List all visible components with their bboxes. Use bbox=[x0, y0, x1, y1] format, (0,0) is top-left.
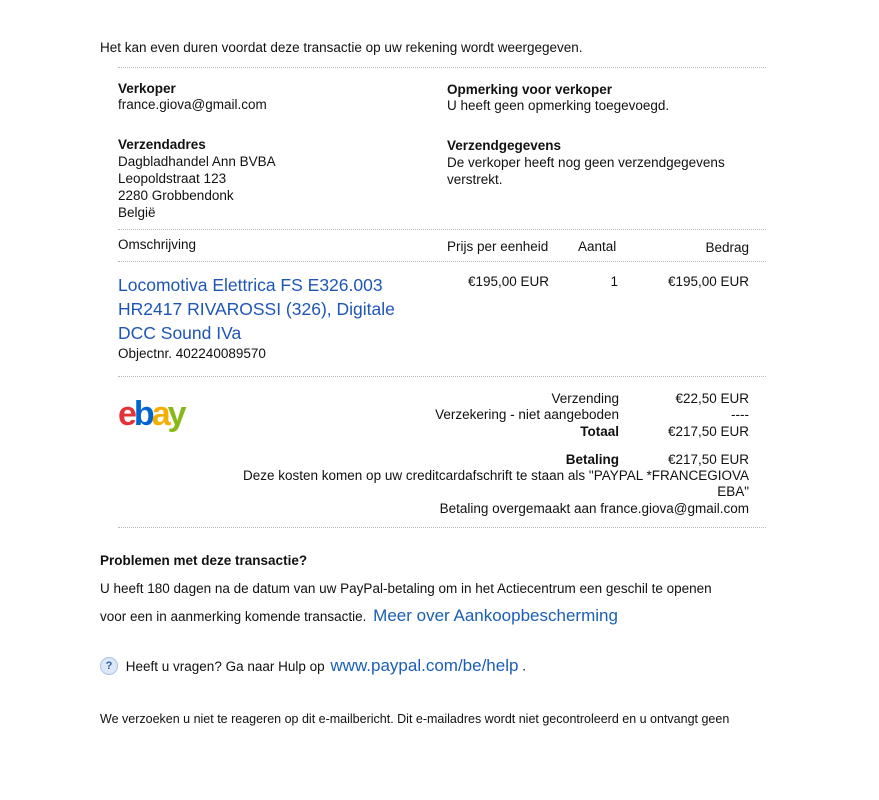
divider bbox=[118, 527, 766, 528]
shipping-address-heading: Verzendadres bbox=[118, 137, 206, 152]
logo-letter: e bbox=[118, 395, 134, 433]
problems-text: U heeft 180 dagen na de datum van uw PayPal-betaling om in het Actiecentrum een geschil te openen bbox=[100, 581, 712, 596]
header-unit-price: Prijs per eenheid bbox=[447, 239, 549, 254]
header-description: Omschrijving bbox=[118, 237, 197, 252]
divider bbox=[118, 376, 766, 377]
shipping-details-heading: Verzendgegevens bbox=[447, 138, 562, 153]
object-number: Objectnr. 402240089570 bbox=[118, 346, 266, 361]
logo-letter: b bbox=[133, 395, 152, 433]
item-title-line[interactable]: HR2417 RIVAROSSI (326), Digitale bbox=[118, 299, 395, 319]
shipping-details-line: De verkoper heeft nog geen verzendgegevens bbox=[447, 155, 725, 170]
shipping-details bbox=[447, 154, 725, 188]
shipping-details-line: verstrekt. bbox=[447, 172, 503, 187]
address-line: Leopoldstraat 123 bbox=[118, 171, 227, 186]
help-text: Heeft u vragen? Ga naar Hulp op bbox=[125, 658, 325, 674]
problems-heading: Problemen met deze transactie? bbox=[100, 553, 308, 568]
problems-text: voor een in aanmerking komende transactie. bbox=[100, 609, 367, 624]
seller-heading: Verkoper bbox=[118, 81, 176, 96]
item-unit-price: €195,00 EUR bbox=[468, 274, 550, 289]
address-line: 2280 Grobbendonk bbox=[118, 188, 234, 203]
address-line: België bbox=[118, 205, 156, 220]
help-suffix: . bbox=[522, 658, 526, 674]
item-amount: €195,00 EUR bbox=[667, 274, 749, 289]
header-amount: Bedrag bbox=[705, 240, 749, 255]
divider bbox=[118, 261, 766, 262]
intro-text: Het kan even duren voordat deze transactie op uw rekening wordt weergegeven. bbox=[100, 40, 583, 55]
divider bbox=[118, 67, 766, 68]
problems-text-line2 bbox=[100, 606, 618, 626]
item-title-link[interactable] bbox=[118, 273, 395, 345]
purchase-protection-link[interactable]: Meer over Aankoopbescherming bbox=[373, 606, 618, 625]
insurance-value: ---- bbox=[731, 407, 749, 422]
help-icon: ? bbox=[100, 657, 118, 675]
statement-line: Deze kosten komen op uw creditcardafschrift te staan als "PAYPAL *FRANCEGIOVA bbox=[243, 468, 749, 483]
help-link[interactable]: www.paypal.com/be/help bbox=[330, 656, 519, 675]
item-title-line[interactable]: Locomotiva Elettrica FS E326.003 bbox=[118, 275, 383, 295]
seller-note-text: U heeft geen opmerking toegevoegd. bbox=[447, 98, 670, 113]
item-title-line[interactable]: DCC Sound IVa bbox=[118, 323, 242, 343]
shipping-label: Verzending bbox=[551, 391, 619, 406]
payment-value: €217,50 EUR bbox=[667, 452, 749, 467]
total-value: €217,50 EUR bbox=[667, 424, 749, 439]
address-line: Dagbladhandel Ann BVBA bbox=[118, 154, 276, 169]
transfer-text: Betaling overgemaakt aan france.giova@gmail.com bbox=[439, 501, 749, 516]
logo-letter: y bbox=[167, 395, 184, 433]
logo-letter: a bbox=[151, 395, 168, 433]
seller-email: france.giova@gmail.com bbox=[118, 97, 267, 112]
header-quantity: Aantal bbox=[578, 239, 617, 254]
seller-note-heading: Opmerking voor verkoper bbox=[447, 82, 613, 97]
ebay-logo bbox=[118, 395, 184, 434]
shipping-address bbox=[118, 153, 276, 221]
divider bbox=[118, 229, 766, 230]
shipping-value: €22,50 EUR bbox=[675, 391, 749, 406]
help-line bbox=[100, 656, 526, 676]
item-quantity: 1 bbox=[610, 274, 618, 289]
insurance-label: Verzekering - niet aangeboden bbox=[435, 407, 619, 422]
statement-line: EBA" bbox=[717, 484, 749, 499]
payment-label: Betaling bbox=[565, 452, 619, 467]
footer-text: We verzoeken u niet te reageren op dit e-mailbericht. Dit e-mailadres wordt niet gecontroleerd en u ontvangt geen bbox=[100, 712, 730, 726]
total-label: Totaal bbox=[580, 424, 619, 439]
